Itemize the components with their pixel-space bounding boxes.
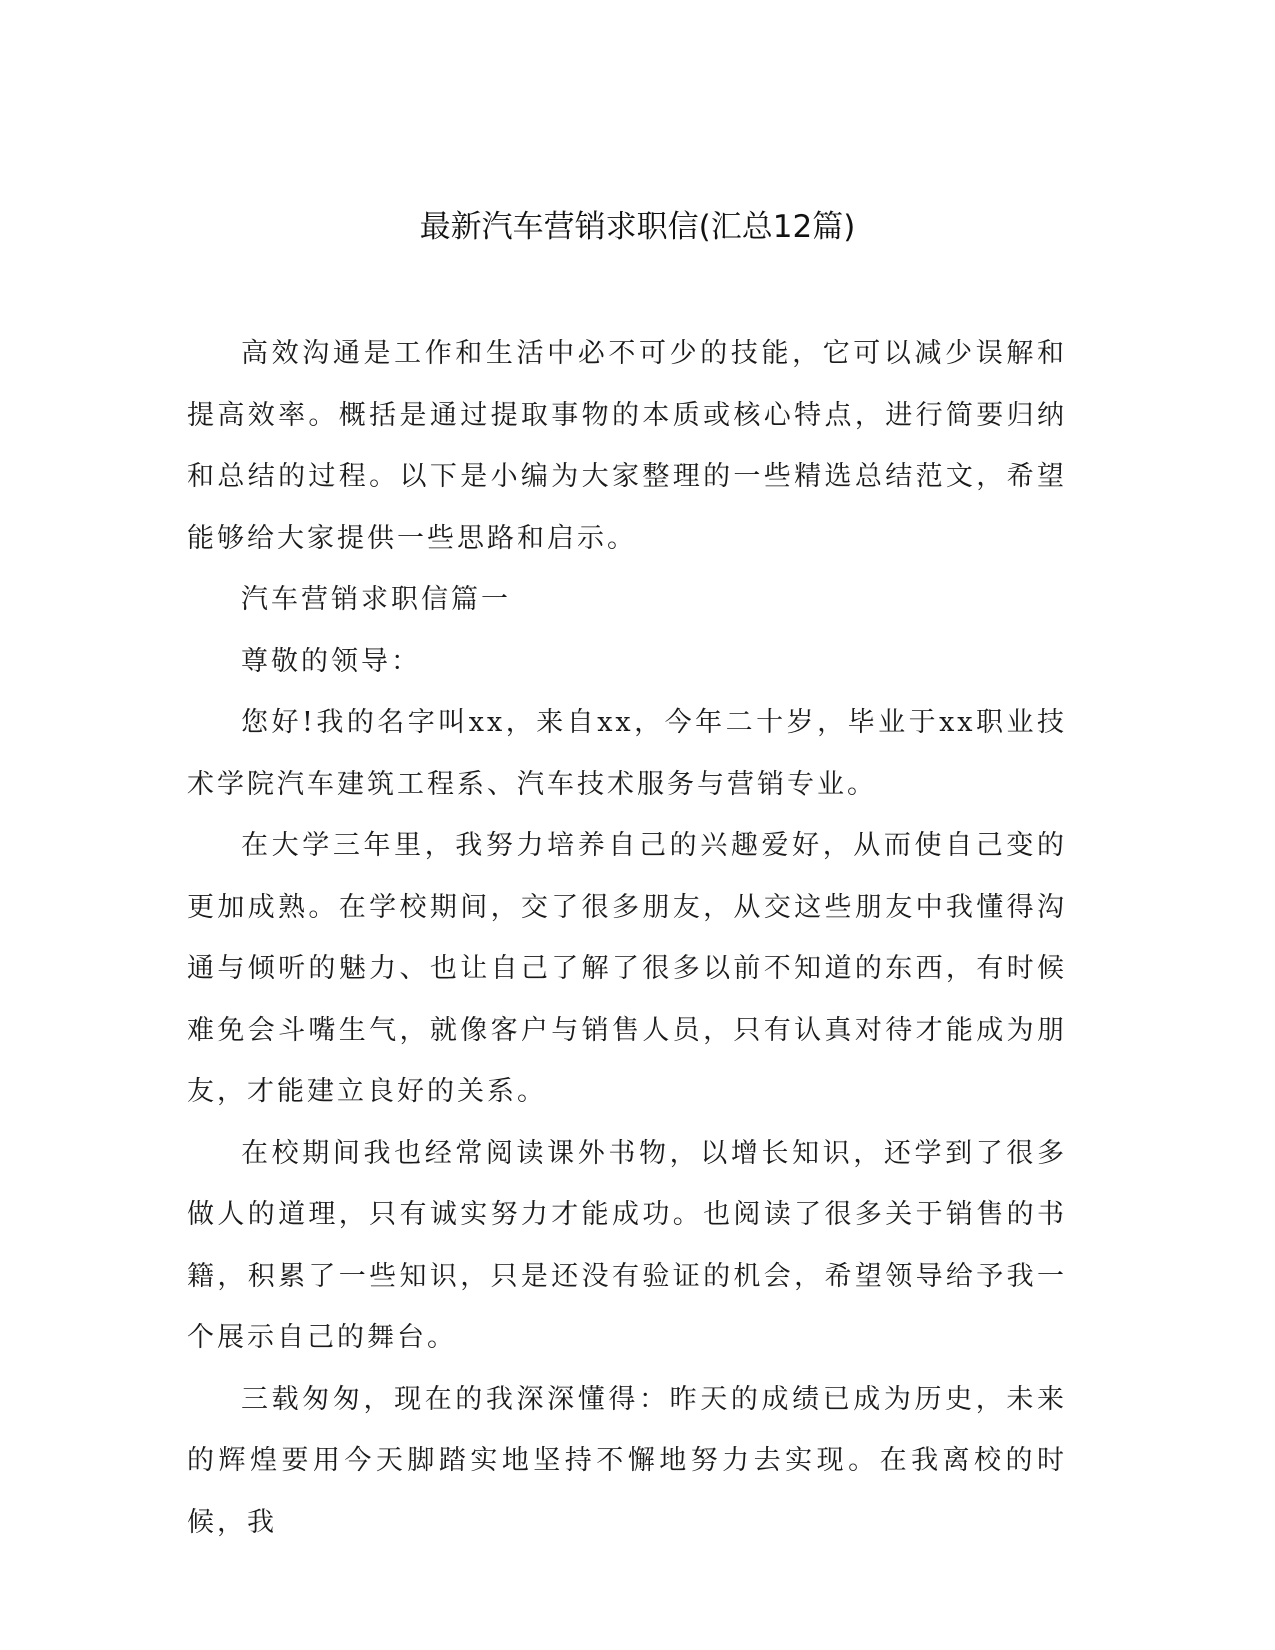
document-title: 最新汽车营销求职信(汇总12篇) [419,209,856,245]
paragraph: 在校期间我也经常阅读课外书物，以增长知识，还学到了很多做人的道理，只有诚实努力才能成功。也阅读了很多关于销售的书籍，积累了一些知识，只是还没有验证的机会，希望领导给予我一个展示自己的舞台。 [187,1137,1067,1353]
section-heading: 汽车营销求职信篇一 [241,584,511,615]
paragraph: 您好!我的名字叫xx，来自xx，今年二十岁，毕业于xx职业技术学院汽车建筑工程系、汽车技术服务与营销专业。 [187,707,1067,800]
paragraph: 在大学三年里，我努力培养自己的兴趣爱好，从而使自己变的更加成熟。在学校期间，交了很多朋友，从交这些朋友中我懂得沟通与倾听的魅力、也让自己了解了很多以前不知道的东西，有时候难免会斗嘴生气，就像客户与销售人员，只有认真对待才能成为朋友，才能建立良好的关系。 [187,830,1067,1107]
salutation: 尊敬的领导： [241,645,421,677]
document-body [187,323,1067,1553]
intro-paragraph: 高效沟通是工作和生活中必不可少的技能，它可以减少误解和提高效率。概括是通过提取事物的本质或核心特点，进行简要归纳和总结的过程。以下是小编为大家整理的一些精选总结范文，希望能够给大家提供一些思路和启示。 [187,338,1067,554]
paragraph: 三载匆匆，现在的我深深懂得：昨天的成绩已成为历史，未来的辉煌要用今天脚踏实地坚持不懈地努力去实现。在我离校的时候，我 [187,1383,1067,1538]
